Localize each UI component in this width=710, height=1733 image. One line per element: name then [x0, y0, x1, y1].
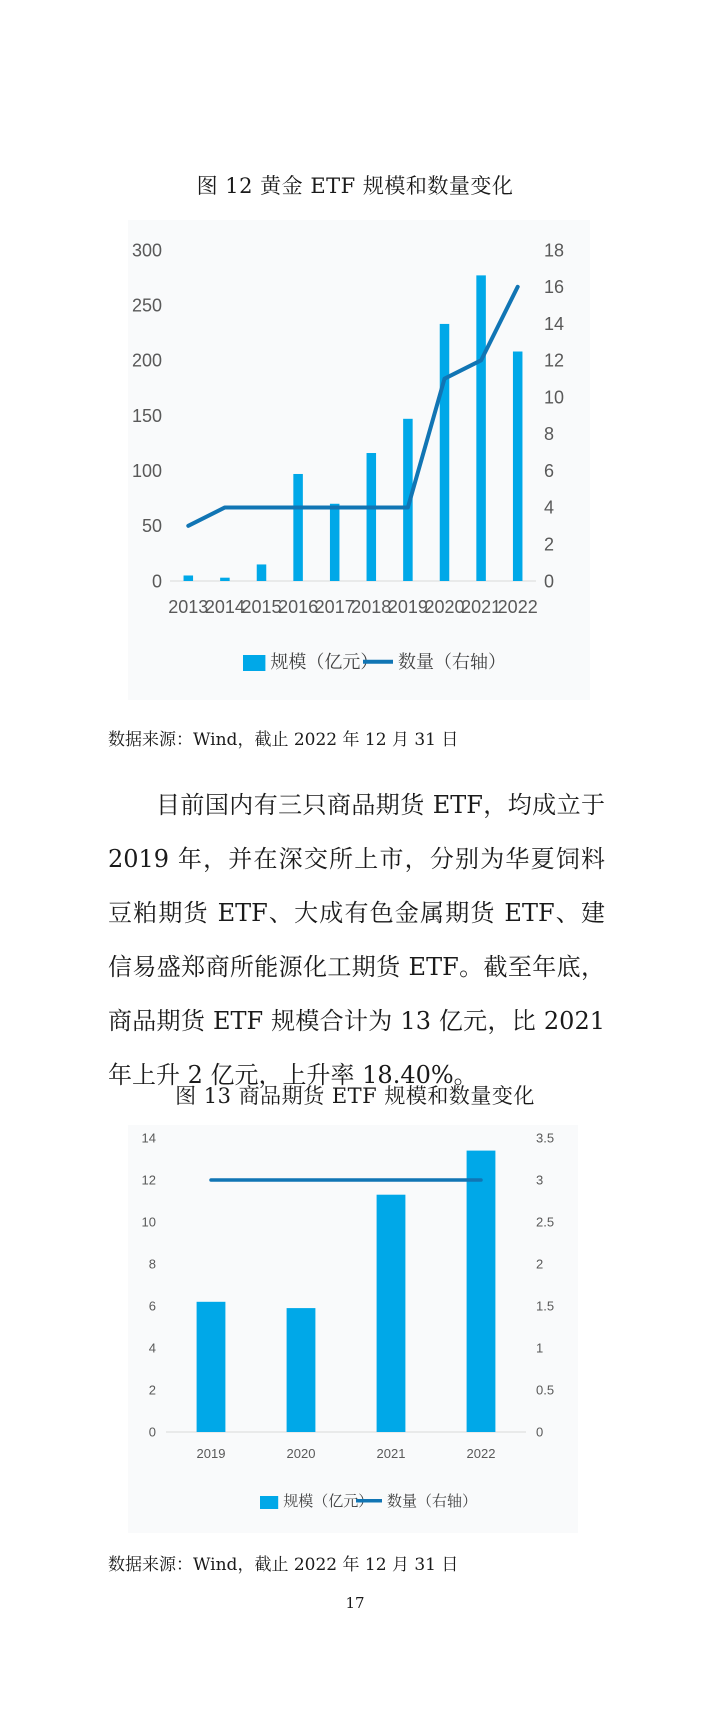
y-right-tick-label: 4 [544, 497, 555, 518]
figure-12-title: 图 12 黄金 ETF 规模和数量变化 [196, 174, 514, 198]
y-right-tick-label: 6 [544, 460, 555, 481]
bar-2018 [367, 453, 377, 581]
legend-line-label: 数量（右轴） [387, 1492, 478, 1510]
y-left-tick-label: 12 [141, 1172, 156, 1188]
bar-2014 [220, 578, 230, 581]
legend-bar-swatch [260, 1496, 278, 1509]
figure-12-chart [128, 220, 590, 700]
y-right-tick-label: 1.5 [536, 1298, 555, 1314]
y-left-tick-label: 8 [148, 1256, 156, 1272]
y-left-tick-label: 0 [148, 1424, 156, 1440]
y-right-tick-label: 14 [544, 313, 565, 334]
series-line-count [188, 287, 517, 526]
body-paragraph [108, 778, 605, 1102]
bar-2017 [330, 504, 340, 581]
y-right-tick-label: 2.5 [536, 1214, 555, 1230]
body-paragraph-text: 目前国内有三只商品期货 ETF，均成立于 2019 年，并在深交所上市，分别为华夏饲料豆粕期货 ETF、大成有色金属期货 ETF、建信易盛郑商所能源化工期货 ETF。截至年底，商品期货 ETF 规模合计为 13 亿元，比 2021 年上升 2 亿元，上升率 18.40%。 [108, 791, 605, 1089]
x-tick-label: 2015 [241, 597, 282, 617]
legend-bar-label: 规模（亿元） [283, 1492, 374, 1510]
legend-bar-label: 规模（亿元） [270, 652, 379, 673]
bar-2016 [293, 474, 303, 581]
y-left-tick-label: 100 [131, 460, 162, 481]
x-tick-label: 2018 [351, 597, 392, 617]
y-right-tick-label: 8 [544, 424, 555, 445]
y-right-tick-label: 3.5 [536, 1130, 555, 1146]
y-left-tick-label: 300 [131, 240, 162, 261]
figure-13-chart [128, 1125, 578, 1533]
y-right-tick-label: 1 [536, 1340, 544, 1356]
y-right-tick-label: 10 [544, 387, 565, 408]
figure-13-title: 图 13 商品期货 ETF 规模和数量变化 [175, 1084, 535, 1108]
bar-2022 [513, 352, 523, 581]
y-left-tick-label: 10 [141, 1214, 156, 1230]
figure-13-svg [128, 1125, 578, 1533]
x-tick-label: 2022 [466, 1446, 496, 1461]
bar-2020 [440, 324, 450, 581]
bar-2015 [257, 564, 267, 581]
x-tick-label: 2020 [286, 1446, 316, 1461]
y-right-tick-label: 0.5 [536, 1382, 555, 1398]
y-right-tick-label: 2 [536, 1256, 544, 1272]
y-left-tick-label: 2 [148, 1382, 156, 1398]
x-tick-label: 2019 [387, 597, 428, 617]
y-left-tick-label: 250 [131, 295, 162, 316]
y-left-tick-label: 0 [151, 571, 162, 592]
y-left-tick-label: 50 [141, 516, 162, 537]
figure-13-source: 数据来源：Wind，截止 2022 年 12 月 31 日 [108, 1555, 459, 1575]
y-left-tick-label: 200 [131, 350, 162, 371]
bar-2022 [467, 1151, 496, 1432]
bar-2019 [197, 1302, 226, 1432]
x-tick-label: 2013 [168, 597, 209, 617]
bar-2021 [377, 1195, 406, 1432]
figure-12-source: 数据来源：Wind，截止 2022 年 12 月 31 日 [108, 730, 459, 750]
bar-2013 [184, 575, 194, 581]
y-left-tick-label: 6 [148, 1298, 156, 1314]
y-left-tick-label: 14 [141, 1130, 156, 1146]
y-right-tick-label: 3 [536, 1172, 544, 1188]
bar-2021 [476, 275, 486, 581]
y-right-tick-label: 16 [544, 277, 565, 298]
y-right-tick-label: 12 [544, 350, 565, 371]
x-tick-label: 2019 [196, 1446, 226, 1461]
legend-line-label: 数量（右轴） [398, 652, 506, 673]
y-right-tick-label: 0 [544, 571, 555, 592]
y-right-tick-label: 2 [544, 534, 555, 555]
bar-2020 [287, 1308, 316, 1432]
y-left-tick-label: 150 [131, 405, 162, 426]
y-right-tick-label: 18 [544, 240, 565, 261]
y-right-tick-label: 0 [536, 1424, 544, 1440]
page-number: 17 [345, 1594, 365, 1612]
legend-bar-swatch [243, 655, 265, 671]
figure-12-svg [128, 220, 590, 700]
x-tick-label: 2016 [278, 597, 319, 617]
x-tick-label: 2014 [204, 597, 245, 617]
x-tick-label: 2022 [497, 597, 538, 617]
x-tick-label: 2021 [461, 597, 502, 617]
x-tick-label: 2020 [424, 597, 465, 617]
x-tick-label: 2017 [314, 597, 355, 617]
y-left-tick-label: 4 [148, 1340, 156, 1356]
x-tick-label: 2021 [376, 1446, 406, 1461]
